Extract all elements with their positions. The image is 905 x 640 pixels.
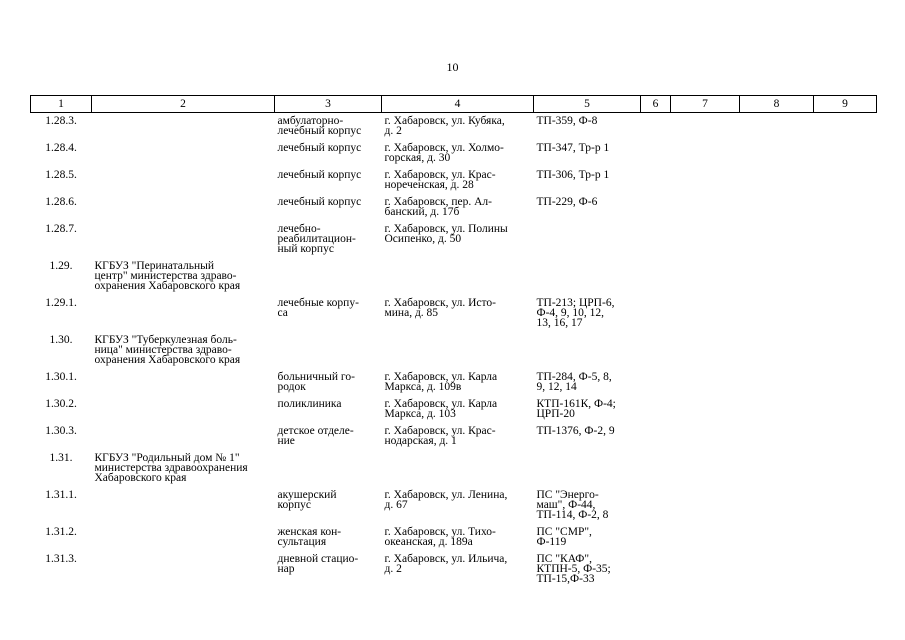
row-number: 1.31.1. bbox=[45, 489, 77, 501]
organization-name bbox=[92, 551, 275, 588]
empty-cell bbox=[671, 332, 740, 369]
empty-cell bbox=[814, 450, 877, 487]
empty-cell bbox=[641, 396, 671, 423]
empty-cell bbox=[740, 524, 814, 551]
power-source bbox=[534, 332, 641, 369]
empty-cell bbox=[814, 396, 877, 423]
table-row bbox=[31, 113, 877, 141]
empty-cell bbox=[641, 258, 671, 295]
column-header: 4 bbox=[382, 96, 534, 113]
empty-cell bbox=[740, 113, 814, 141]
column-header: 1 bbox=[31, 96, 92, 113]
organization-name bbox=[92, 369, 275, 396]
object-name bbox=[275, 258, 382, 295]
empty-cell bbox=[814, 423, 877, 450]
empty-cell bbox=[740, 258, 814, 295]
table-row bbox=[31, 221, 877, 258]
empty-cell bbox=[740, 369, 814, 396]
row-number: 1.31.3. bbox=[45, 553, 77, 565]
power-source: ПС "СМР", Ф-119 bbox=[536, 526, 592, 548]
empty-cell bbox=[740, 194, 814, 221]
empty-cell bbox=[641, 221, 671, 258]
object-address bbox=[382, 450, 534, 487]
empty-cell bbox=[671, 487, 740, 524]
empty-cell bbox=[641, 140, 671, 167]
empty-cell bbox=[814, 295, 877, 332]
object-name: женская кон- сультация bbox=[277, 526, 342, 548]
empty-cell bbox=[814, 369, 877, 396]
power-source: ТП-347, Тр-р 1 bbox=[536, 142, 610, 154]
empty-cell bbox=[641, 524, 671, 551]
table-body bbox=[31, 113, 877, 589]
empty-cell bbox=[814, 113, 877, 141]
organization-name bbox=[92, 423, 275, 450]
table-row bbox=[31, 332, 877, 369]
table-row bbox=[31, 194, 877, 221]
organization-name bbox=[92, 167, 275, 194]
object-address: г. Хабаровск, ул. Тихо- океанская, д. 189а bbox=[384, 526, 496, 548]
empty-cell bbox=[641, 332, 671, 369]
table-row bbox=[31, 450, 877, 487]
column-header: 2 bbox=[92, 96, 275, 113]
header-row bbox=[31, 96, 877, 113]
object-name: лечебные корпу- са bbox=[277, 297, 359, 319]
organization-name: КГБУЗ "Родильный дом № 1" министерства здравоохранения Хабаровского края bbox=[94, 452, 248, 484]
empty-cell bbox=[740, 487, 814, 524]
empty-cell bbox=[814, 167, 877, 194]
empty-cell bbox=[740, 295, 814, 332]
empty-cell bbox=[641, 113, 671, 141]
table-row bbox=[31, 551, 877, 588]
empty-cell bbox=[641, 423, 671, 450]
row-number: 1.29.1. bbox=[45, 297, 77, 309]
organization-name bbox=[92, 113, 275, 141]
empty-cell bbox=[641, 369, 671, 396]
table-row bbox=[31, 487, 877, 524]
empty-cell bbox=[671, 258, 740, 295]
page-number: 10 bbox=[446, 60, 459, 74]
object-address: г. Хабаровск, ул. Карла Маркса, д. 109в bbox=[384, 371, 498, 393]
object-address bbox=[382, 258, 534, 295]
power-source: ТП-1376, Ф-2, 9 bbox=[536, 425, 615, 437]
row-number: 1.30.2. bbox=[45, 398, 77, 410]
empty-cell bbox=[671, 423, 740, 450]
empty-cell bbox=[740, 332, 814, 369]
object-name: лечебный корпус bbox=[277, 169, 362, 181]
empty-cell bbox=[814, 524, 877, 551]
power-source bbox=[534, 221, 641, 258]
empty-cell bbox=[814, 140, 877, 167]
empty-cell bbox=[740, 396, 814, 423]
empty-cell bbox=[814, 194, 877, 221]
row-number: 1.28.4. bbox=[45, 142, 77, 154]
empty-cell bbox=[671, 396, 740, 423]
power-source: ТП-213; ЦРП-6, Ф-4, 9, 10, 12, 13, 16, 17 bbox=[536, 297, 615, 329]
organization-name bbox=[92, 524, 275, 551]
empty-cell bbox=[671, 167, 740, 194]
column-header: 5 bbox=[534, 96, 641, 113]
row-number: 1.31.2. bbox=[45, 526, 77, 538]
table-row bbox=[31, 423, 877, 450]
organization-name bbox=[92, 194, 275, 221]
empty-cell bbox=[671, 450, 740, 487]
object-address: г. Хабаровск, ул. Полины Осипенко, д. 50 bbox=[384, 223, 508, 245]
empty-cell bbox=[671, 221, 740, 258]
row-number: 1.30.1. bbox=[45, 371, 77, 383]
table-row bbox=[31, 396, 877, 423]
empty-cell bbox=[671, 369, 740, 396]
row-number: 1.31. bbox=[49, 452, 73, 464]
column-header: 6 bbox=[641, 96, 671, 113]
object-address: г. Хабаровск, пер. Ал- банский, д. 17б bbox=[384, 196, 492, 218]
row-number: 1.29. bbox=[49, 260, 73, 272]
power-source bbox=[534, 258, 641, 295]
row-number: 1.28.6. bbox=[45, 196, 77, 208]
power-source: ТП-359, Ф-8 bbox=[536, 115, 598, 127]
row-number: 1.28.5. bbox=[45, 169, 77, 181]
empty-cell bbox=[814, 258, 877, 295]
empty-cell bbox=[641, 551, 671, 588]
column-header: 8 bbox=[740, 96, 814, 113]
power-source bbox=[534, 450, 641, 487]
organization-name bbox=[92, 140, 275, 167]
empty-cell bbox=[671, 295, 740, 332]
table-row bbox=[31, 369, 877, 396]
object-name: акушерский корпус bbox=[277, 489, 337, 511]
organization-name bbox=[92, 396, 275, 423]
object-name bbox=[275, 332, 382, 369]
object-address: г. Хабаровск, ул. Ленина, д. 67 bbox=[384, 489, 508, 511]
table-row bbox=[31, 140, 877, 167]
empty-cell bbox=[814, 551, 877, 588]
empty-cell bbox=[641, 167, 671, 194]
empty-cell bbox=[740, 167, 814, 194]
empty-cell bbox=[814, 332, 877, 369]
empty-cell bbox=[740, 551, 814, 588]
organization-name bbox=[92, 221, 275, 258]
object-name: больничный го- родок bbox=[277, 371, 355, 393]
object-address: г. Хабаровск, ул. Крас- нореченская, д. 28 bbox=[384, 169, 496, 191]
organization-name: КГБУЗ "Туберкулезная боль- ница" министерства здраво- охранения Хабаровского края bbox=[94, 334, 241, 366]
power-source: ТП-229, Ф-6 bbox=[536, 196, 598, 208]
table-row bbox=[31, 295, 877, 332]
object-address: г. Хабаровск, ул. Исто- мина, д. 85 bbox=[384, 297, 496, 319]
object-name: лечебный корпус bbox=[277, 196, 362, 208]
table-row bbox=[31, 524, 877, 551]
power-source: ТП-306, Тр-р 1 bbox=[536, 169, 610, 181]
power-source: КТП-161К, Ф-4; ЦРП-20 bbox=[536, 398, 616, 420]
empty-cell bbox=[671, 113, 740, 141]
organization-name bbox=[92, 295, 275, 332]
table-row bbox=[31, 258, 877, 295]
organization-name: КГБУЗ "Перинатальный центр" министерства здраво- охранения Хабаровского края bbox=[94, 260, 241, 292]
object-address: г. Хабаровск, ул. Холмо- горская, д. 30 bbox=[384, 142, 504, 164]
empty-cell bbox=[740, 221, 814, 258]
object-name: лечебно- реабилитацион- ный корпус bbox=[277, 223, 356, 255]
power-source: ПС "Энерго- маш", Ф-44, ТП-114, Ф-2, 8 bbox=[536, 489, 609, 521]
object-name: поликлиника bbox=[277, 398, 342, 410]
object-address: г. Хабаровск, ул. Кубяка, д. 2 bbox=[384, 115, 505, 137]
empty-cell bbox=[671, 524, 740, 551]
column-header: 7 bbox=[671, 96, 740, 113]
object-address: г. Хабаровск, ул. Крас- нодарская, д. 1 bbox=[384, 425, 496, 447]
row-number: 1.28.7. bbox=[45, 223, 77, 235]
empty-cell bbox=[814, 487, 877, 524]
object-address: г. Хабаровск, ул. Ильича, д. 2 bbox=[384, 553, 508, 575]
row-number: 1.30.3. bbox=[45, 425, 77, 437]
empty-cell bbox=[641, 194, 671, 221]
power-source: ПС "КАФ", КТПН-5, Ф-35; ТП-15,Ф-33 bbox=[536, 553, 611, 585]
empty-cell bbox=[740, 423, 814, 450]
organization-name bbox=[92, 487, 275, 524]
object-name: амбулаторно- лечебный корпус bbox=[277, 115, 362, 137]
object-name: лечебный корпус bbox=[277, 142, 362, 154]
object-address bbox=[382, 332, 534, 369]
column-header: 3 bbox=[275, 96, 382, 113]
empty-cell bbox=[641, 450, 671, 487]
power-source: ТП-284, Ф-5, 8, 9, 12, 14 bbox=[536, 371, 612, 393]
row-number: 1.30. bbox=[49, 334, 73, 346]
object-name bbox=[275, 450, 382, 487]
empty-cell bbox=[814, 221, 877, 258]
empty-cell bbox=[641, 295, 671, 332]
object-address: г. Хабаровск, ул. Карла Маркса, д. 103 bbox=[384, 398, 498, 420]
object-name: детское отделе- ние bbox=[277, 425, 354, 447]
empty-cell bbox=[671, 140, 740, 167]
empty-cell bbox=[671, 194, 740, 221]
empty-cell bbox=[641, 487, 671, 524]
empty-cell bbox=[671, 551, 740, 588]
row-number: 1.28.3. bbox=[45, 115, 77, 127]
column-header: 9 bbox=[814, 96, 877, 113]
document-table bbox=[30, 95, 877, 588]
object-name: дневной стацио- нар bbox=[277, 553, 359, 575]
empty-cell bbox=[740, 140, 814, 167]
empty-cell bbox=[740, 450, 814, 487]
table-row bbox=[31, 167, 877, 194]
